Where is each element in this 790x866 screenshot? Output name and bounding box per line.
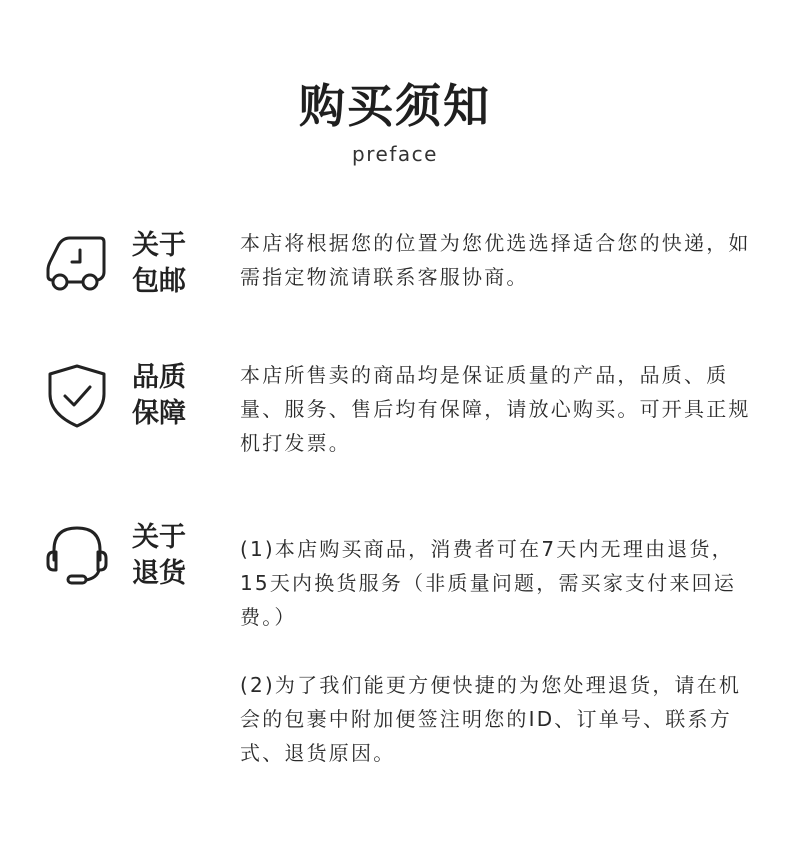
shield-check-icon (42, 360, 112, 430)
section-paragraph: 本店将根据您的位置为您优选选择适合您的快递，如需指定物流请联系客服协商。 (240, 231, 751, 289)
section-paragraph: (2)为了我们能更方便快捷的为您处理退货，请在机会的包裹中附加便签注明您的ID、订单号、联系方式、退货原因。 (240, 673, 742, 765)
page-subtitle: preface (352, 142, 438, 166)
section-heading: 关于 退货 (132, 522, 186, 589)
section-paragraph: (1)本店购买商品，消费者可在7天内无理由退货，15天内换货服务（非质量问题，需买家支付来回运费。） (240, 537, 737, 629)
section-paragraph: 本店所售卖的商品均是保证质量的产品，品质、质量、服务、售后均有保障，请放心购买。可开具正规机打发票。 (240, 363, 751, 455)
page-title: 购买须知 (299, 79, 491, 133)
headset-icon (42, 520, 112, 590)
section-heading: 关于 包邮 (132, 230, 186, 297)
section-body (240, 358, 760, 460)
section-heading: 品质 保障 (132, 362, 186, 429)
delivery-truck-icon (42, 228, 112, 298)
section-body (240, 532, 760, 770)
section-body (240, 226, 760, 294)
